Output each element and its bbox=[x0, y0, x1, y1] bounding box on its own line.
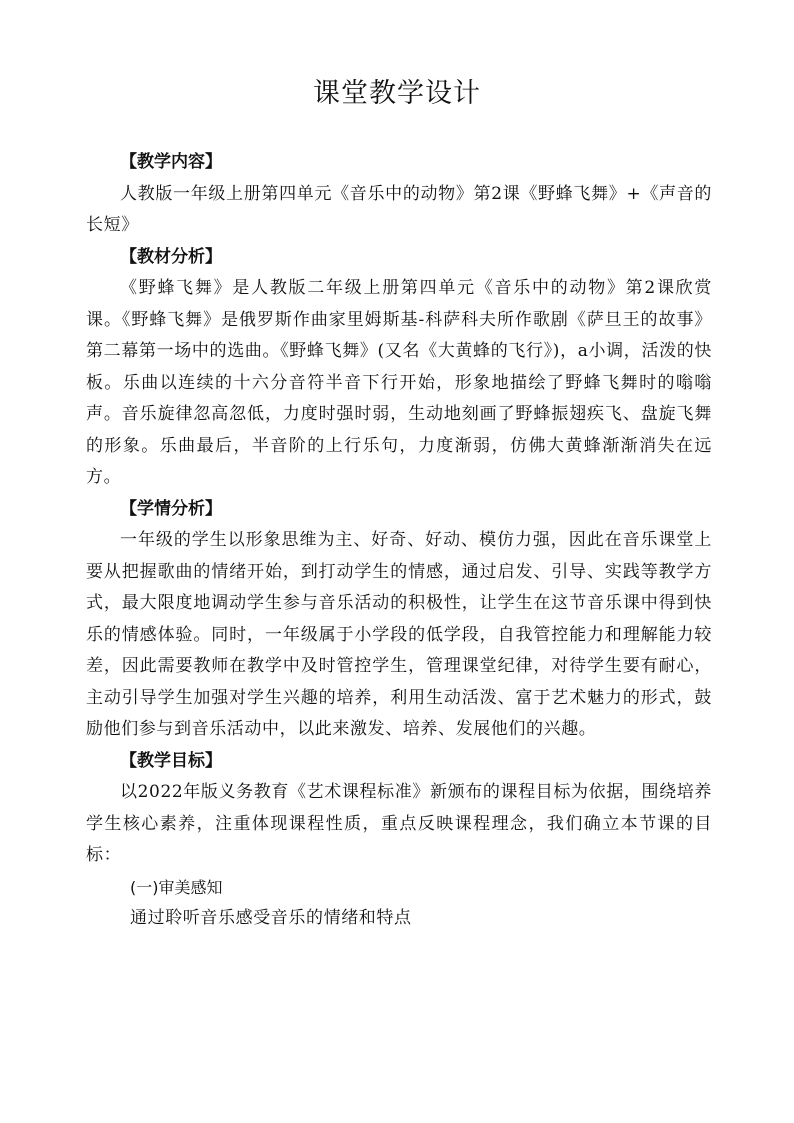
section-heading-teaching-content: 【教学内容】 bbox=[120, 152, 222, 172]
section-heading-material-analysis: 【教材分析】 bbox=[120, 246, 222, 267]
section-paragraph-learner-analysis: 一年级的学生以形象思维为主、好奇、好动、模仿力强，因此在音乐课堂上要从把握歌曲的情绪开始，到打动学生的情感，通过启发、引导、实践等教学方式，最大限度地调动学生参与音乐活动的积极性，让学生在这节音乐课中得到快乐的情感体验。同时，一年级属于小学段的低学段，自我管控能力和理解能力较差，因此需要教师在教学中及时管控学生，管理课堂纪律，对待学生要有耐心，主动引导学生加强对学生兴趣的培养，利用生动活泼、富于艺术魅力的形式，鼓励他们参与到音乐活动中，以此来激发、培养、发展他们的兴趣。 bbox=[86, 530, 712, 739]
section-paragraph-teaching-goals: 以2022年版义务教育《艺术课程标准》新颁布的课程目标为依据，围绕培养学生核心素养，注重体现课程性质，重点反映课程理念，我们确立本节课的目标： bbox=[86, 782, 712, 865]
section-paragraph-teaching-content: 人教版一年级上册第四单元《音乐中的动物》第2课《野蜂飞舞》+《声音的长短》 bbox=[86, 183, 712, 235]
page-title: 课堂教学设计 bbox=[313, 78, 481, 109]
section-heading-learner-analysis: 【学情分析】 bbox=[120, 498, 222, 519]
subheading-aesthetic-perception: (一)审美感知 bbox=[130, 877, 223, 897]
document-body bbox=[86, 147, 712, 935]
paragraph-aesthetic-perception: 通过聆听音乐感受音乐的情绪和特点 bbox=[130, 908, 412, 928]
section-heading-teaching-goals: 【教学目标】 bbox=[120, 750, 222, 771]
section-paragraph-material-analysis: 《野蜂飞舞》是人教版二年级上册第四单元《音乐中的动物》第2课欣赏课。《野蜂飞舞》是俄罗斯作曲家里姆斯基-科萨科夫所作歌剧《萨旦王的故事》第二幕第一场中的选曲。《野蜂飞舞》(又名《大黄蜂的飞行》)，a小调，活泼的快板。乐曲以连续的十六分音符半音下行开始，形象地描绘了野蜂飞舞时的嗡嗡声。音乐旋律忽高忽低，力度时强时弱，生动地刻画了野蜂振翅疾飞、盘旋飞舞的形象。乐曲最后，半音阶的上行乐句，力度渐弱，仿佛大黄蜂渐渐消失在远方。 bbox=[86, 278, 712, 487]
